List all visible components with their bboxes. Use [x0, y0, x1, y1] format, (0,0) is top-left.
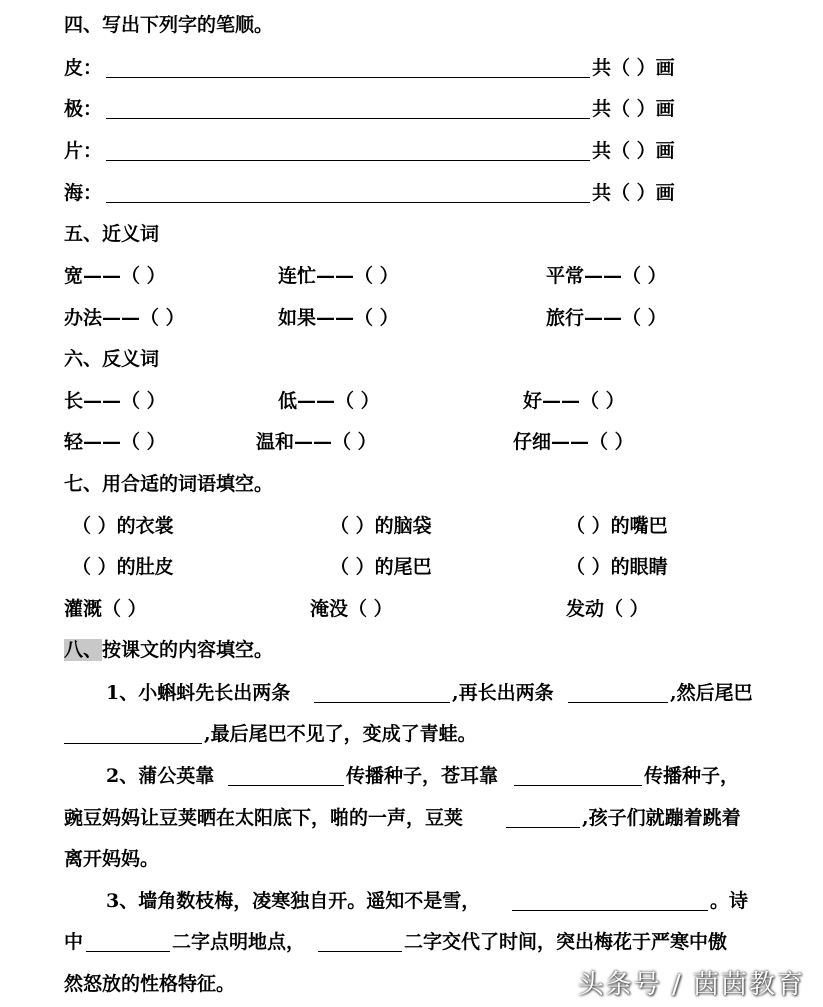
section6-title: 六、反义词	[64, 348, 160, 370]
q2-blank-2[interactable]	[514, 785, 642, 786]
fill-word-item: （ ）的眼睛	[566, 556, 668, 578]
fill-word-item: 淹没（ ）	[310, 598, 393, 620]
q2-text-a: 2、蒲公英靠	[106, 765, 215, 787]
section5-title: 五、近义词	[64, 223, 160, 245]
stroke-line-pi[interactable]	[106, 77, 590, 78]
synonym-item: 平常——（ ）	[546, 265, 667, 287]
q2-text-e: ,孩子们就蹦着跳着	[582, 807, 741, 829]
synonym-item: 旅行——（ ）	[546, 307, 667, 329]
q3-text-f: 然怒放的性格特征。	[64, 973, 236, 995]
section8-title	[64, 638, 273, 662]
section8-title-text: 按课文的内容填空。	[102, 639, 274, 661]
q1-blank-3[interactable]	[64, 743, 202, 744]
q3-blank-1[interactable]	[512, 910, 708, 911]
fill-word-item: 灌溉（ ）	[64, 598, 147, 620]
antonym-item: 仔细——（ ）	[513, 431, 634, 453]
stroke-count-ji: 共（ ）画	[592, 98, 675, 120]
antonym-item: 好——（ ）	[523, 390, 625, 412]
fill-word-item: 发动（ ）	[566, 598, 649, 620]
watermark: 头条号 / 茵茵教育	[577, 970, 805, 1000]
q1-text-c: ,然后尾巴	[670, 682, 753, 704]
section4-title: 四、写出下列字的笔顺。	[64, 14, 274, 36]
synonym-item: 办法——（ ）	[64, 307, 185, 329]
synonym-item: 连忙——（ ）	[278, 265, 399, 287]
fill-word-item: （ ）的嘴巴	[566, 515, 668, 537]
synonym-item: 宽——（ ）	[64, 265, 166, 287]
antonym-item: 轻——（ ）	[64, 431, 166, 453]
synonym-item: 如果——（ ）	[278, 307, 399, 329]
fill-word-item: （ ）的尾巴	[330, 556, 432, 578]
q3-blank-3[interactable]	[318, 951, 402, 952]
q2-text-d: 豌豆妈妈让豆荚晒在太阳底下，啪的一声，豆荚	[64, 807, 464, 829]
q1-text-d: ,最后尾巴不见了，变成了青蛙。	[204, 723, 477, 745]
q3-text-d: 二字点明地点，	[172, 931, 306, 953]
stroke-line-pian[interactable]	[106, 160, 590, 161]
stroke-char-ji: 极：	[64, 98, 103, 120]
section7-title: 七、用合适的词语填空。	[64, 473, 274, 495]
stroke-char-hai: 海：	[64, 182, 103, 204]
stroke-char-pi: 皮：	[64, 57, 103, 79]
q2-blank-3[interactable]	[506, 827, 580, 828]
section8-number-highlight: 八、	[64, 639, 103, 661]
stroke-line-ji[interactable]	[106, 118, 590, 119]
antonym-item: 低——（ ）	[278, 390, 380, 412]
stroke-line-hai[interactable]	[106, 202, 590, 203]
q1-blank-1[interactable]	[314, 702, 450, 703]
q1-text-a: 1、小蝌蚪先长出两条	[106, 682, 291, 704]
stroke-count-hai: 共（ ）画	[592, 182, 675, 204]
q3-text-e: 二字交代了时间，突出梅花于严寒中傲	[404, 931, 728, 953]
q2-text-c: 传播种子，	[644, 765, 740, 787]
fill-word-item: （ ）的脑袋	[330, 515, 432, 537]
q1-blank-2[interactable]	[568, 702, 668, 703]
fill-word-item: （ ）的衣裳	[72, 515, 174, 537]
q1-text-b: ,再长出两条	[452, 682, 554, 704]
fill-word-item: （ ）的肚皮	[72, 556, 174, 578]
q3-text-b: 。诗	[710, 890, 749, 912]
q3-text-a: 3、墙角数枝梅，凌寒独自开。遥知不是雪，	[106, 890, 481, 912]
antonym-item: 温和——（ ）	[256, 431, 377, 453]
stroke-char-pian: 片：	[64, 140, 103, 162]
stroke-count-pi: 共（ ）画	[592, 57, 675, 79]
q3-blank-2[interactable]	[86, 951, 170, 952]
q2-text-f: 离开妈妈。	[64, 848, 160, 870]
antonym-item: 长——（ ）	[64, 390, 166, 412]
stroke-count-pian: 共（ ）画	[592, 140, 675, 162]
q2-blank-1[interactable]	[228, 785, 344, 786]
q2-text-b: 传播种子，苍耳靠	[346, 765, 499, 787]
q3-text-c: 中	[64, 931, 84, 953]
